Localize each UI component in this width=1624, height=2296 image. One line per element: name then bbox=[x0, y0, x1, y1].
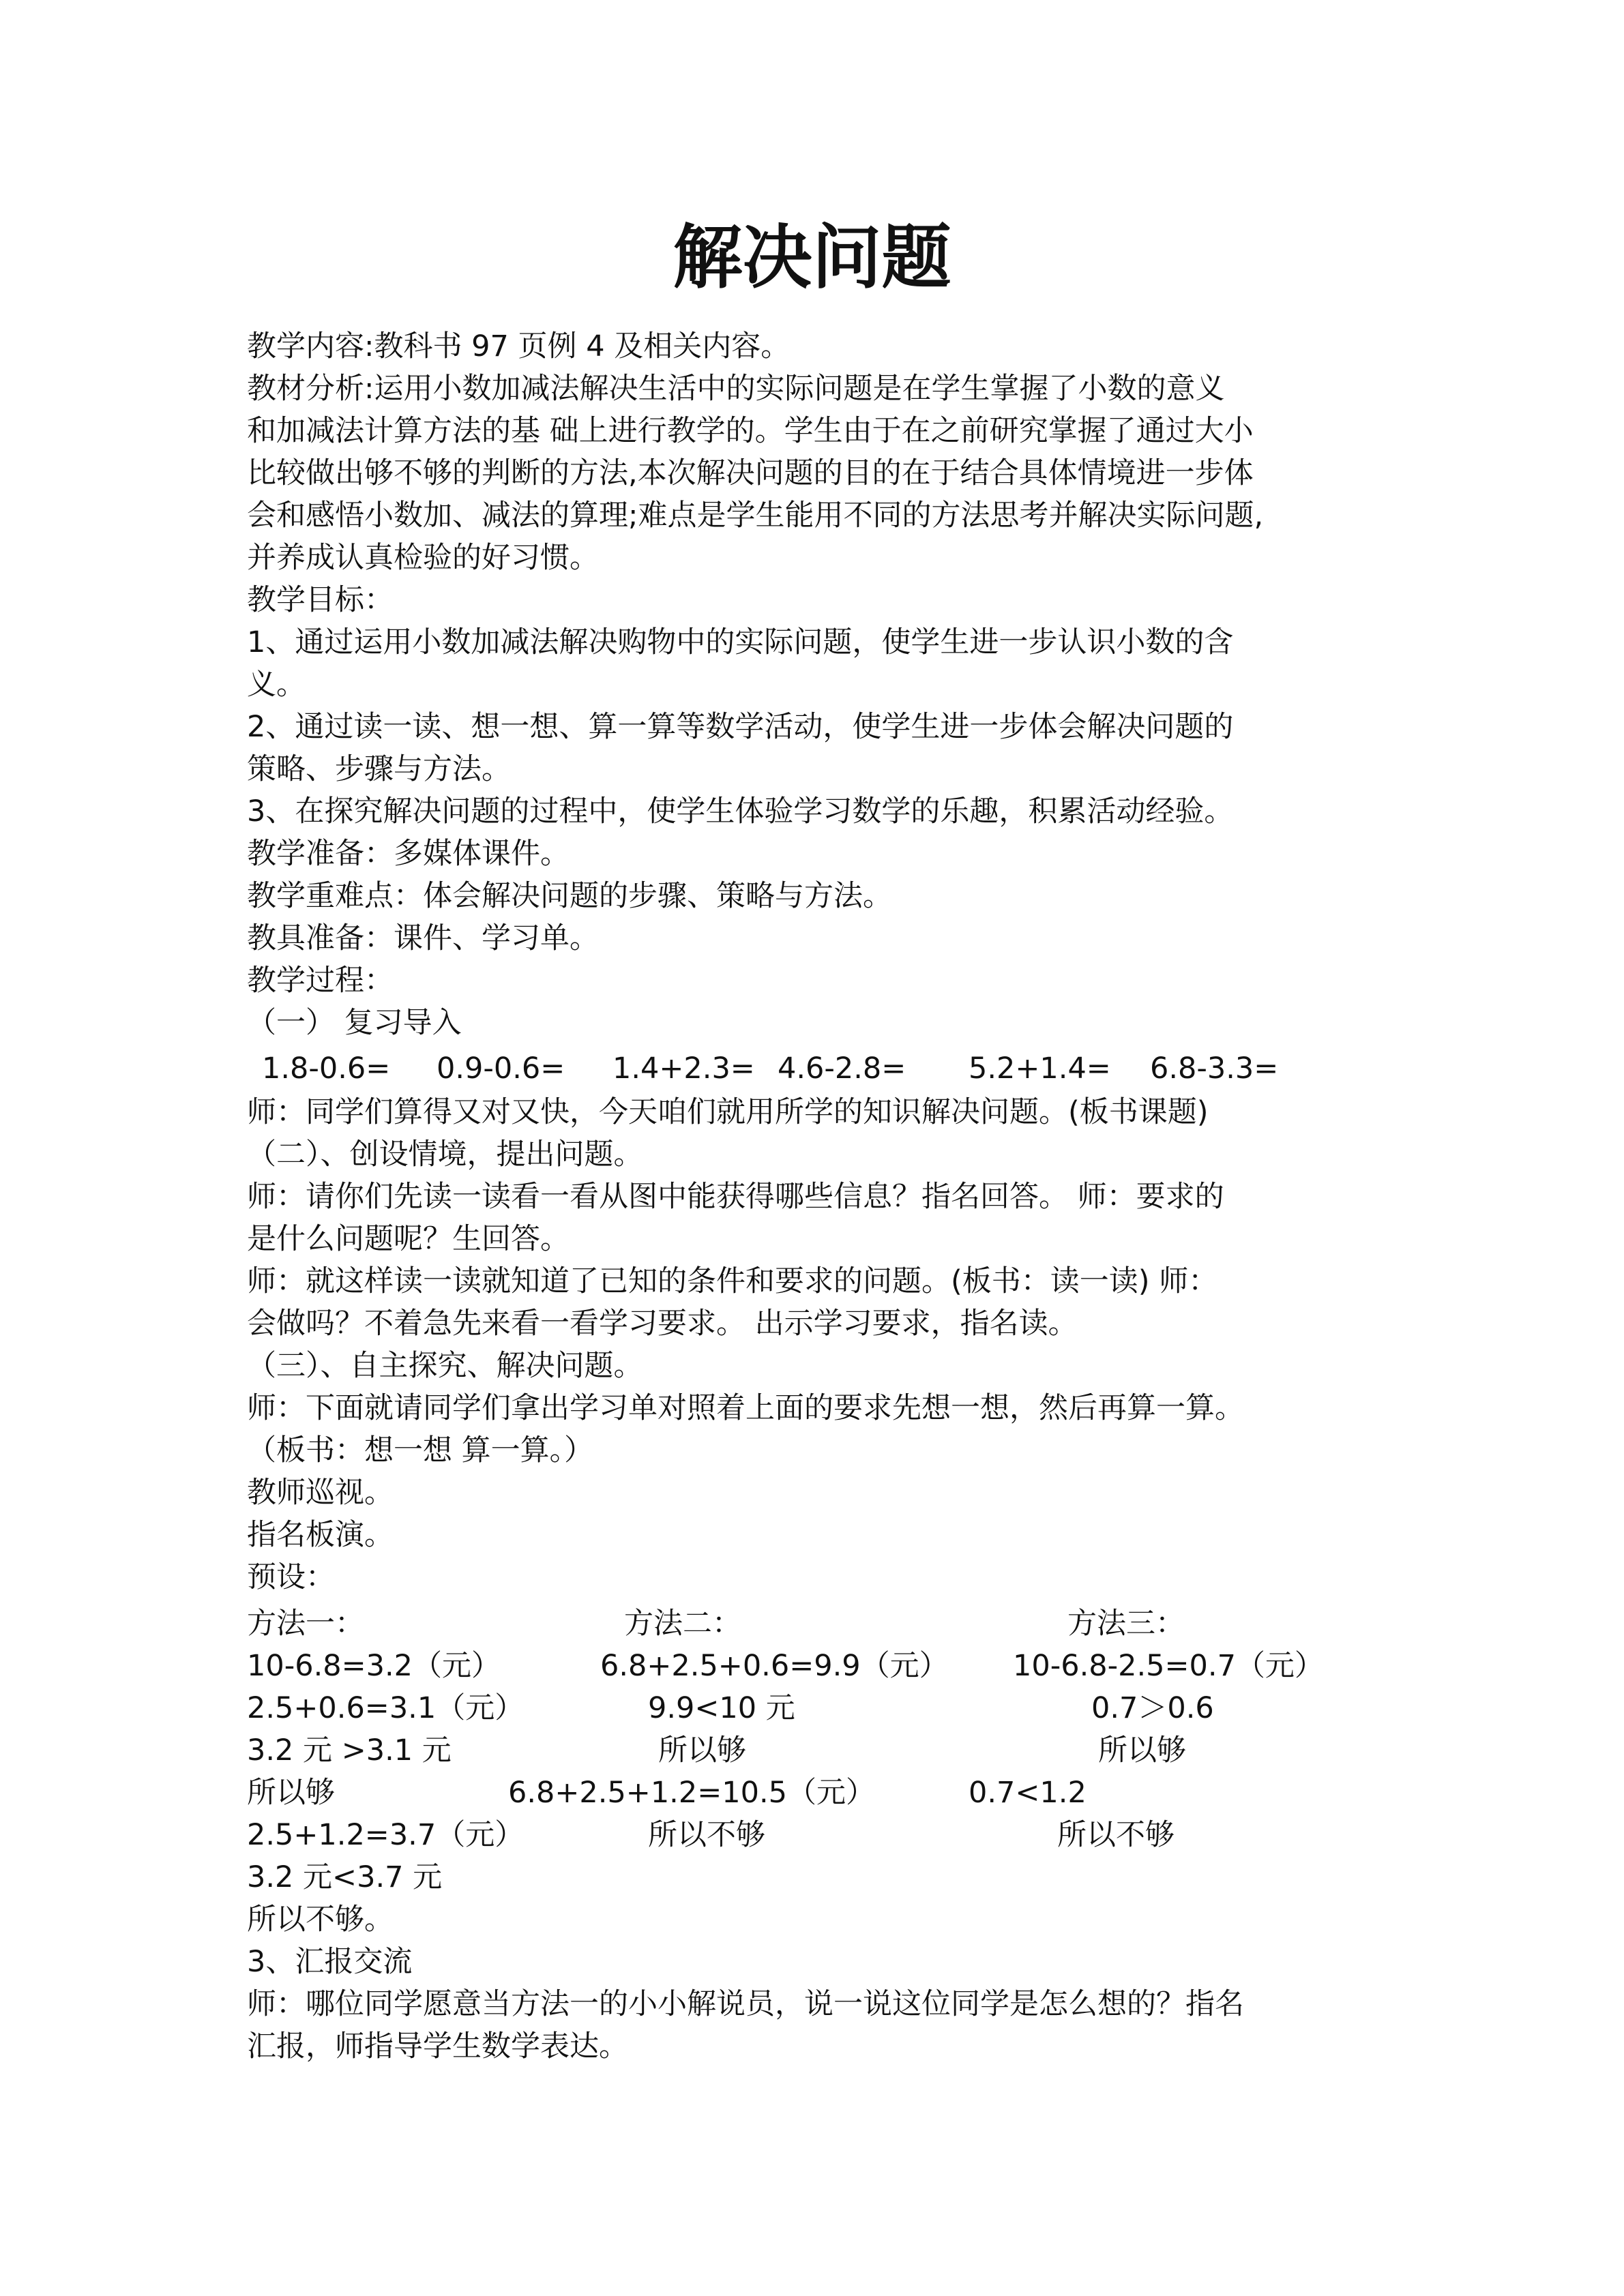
teacher-line: 会做吗？不着急先来看一看学习要求。 出示学习要求，指名读。 bbox=[247, 1307, 1078, 1341]
analysis-line: 会和感悟小数加、减法的算理;难点是学生能用不同的方法思考并解决实际问题, bbox=[247, 498, 1264, 533]
key-points-line: 教学重难点：体会解决问题的步骤、策略与方法。 bbox=[247, 879, 892, 913]
method-three-step: 0.7<1.2 bbox=[969, 1776, 1087, 1810]
section-heading: 3、汇报交流 bbox=[247, 1945, 413, 1979]
goal-line: 策略、步骤与方法。 bbox=[247, 752, 511, 786]
tools-line: 教具准备：课件、学习单。 bbox=[247, 921, 599, 955]
content-line: 教学内容:教科书 97 页例 4 及相关内容。 bbox=[247, 329, 791, 363]
teacher-line: 师：下面就请同学们拿出学习单对照着上面的要求先想一想，然后再算一算。 bbox=[247, 1391, 1244, 1425]
teacher-line: 师：请你们先读一读看一看从图中能获得哪些信息？指名回答。 师：要求的 bbox=[247, 1180, 1224, 1214]
method-two-step: 9.9<10 元 bbox=[648, 1691, 795, 1725]
teacher-line: 是什么问题呢？生回答。 bbox=[247, 1222, 570, 1256]
method-one-heading: 方法一： bbox=[247, 1607, 364, 1641]
analysis-line: 和加减法计算方法的基 础上进行教学的。学生由于在之前研究掌握了通过大小 bbox=[247, 414, 1254, 448]
exercise: 1.8-0.6= bbox=[262, 1052, 391, 1086]
section-heading: （一） 复习导入 bbox=[247, 1006, 462, 1040]
teacher-line: 师：就这样读一读就知道了已知的条件和要求的问题。(板书：读一读) 师： bbox=[247, 1264, 1218, 1298]
goal-line: 义。 bbox=[247, 668, 306, 702]
method-one-step: 2.5+0.6=3.1（元） bbox=[247, 1691, 525, 1725]
method-one-step: 2.5+1.2=3.7（元） bbox=[247, 1818, 525, 1852]
method-one-step: 所以够 bbox=[247, 1776, 335, 1810]
analysis-line: 比较做出够不够的判断的方法,本次解决问题的目的在于结合具体情境进一步体 bbox=[247, 456, 1254, 490]
method-one-step: 3.2 元<3.7 元 bbox=[247, 1860, 443, 1894]
goal-line: 2、通过读一读、想一想、算一算等数学活动，使学生进一步体会解决问题的 bbox=[247, 710, 1234, 744]
method-one-step: 10-6.8=3.2（元） bbox=[247, 1649, 501, 1683]
method-two-heading: 方法二： bbox=[624, 1607, 741, 1641]
analysis-line: 教材分析:运用小数加减法解决生活中的实际问题是在学生掌握了小数的意义 bbox=[247, 372, 1225, 406]
analysis-line: 并养成认真检验的好习惯。 bbox=[247, 541, 599, 575]
page-title: 解决问题 bbox=[673, 217, 951, 299]
teacher-line: （板书：想一想 算一算。） bbox=[247, 1433, 594, 1467]
exercise: 0.9-0.6= bbox=[437, 1052, 565, 1086]
teacher-line: 指名板演。 bbox=[247, 1518, 394, 1552]
method-three-step: 0.7＞0.6 bbox=[1091, 1691, 1214, 1725]
teacher-line: 教师巡视。 bbox=[247, 1476, 394, 1510]
method-three-heading: 方法三： bbox=[1067, 1607, 1185, 1641]
method-two-step: 6.8+2.5+1.2=10.5（元） bbox=[508, 1776, 875, 1810]
method-two-step: 6.8+2.5+0.6=9.9（元） bbox=[600, 1649, 949, 1683]
teacher-line: 预设： bbox=[247, 1560, 335, 1594]
method-three-step: 所以不够 bbox=[1057, 1818, 1175, 1852]
method-one-step: 3.2 元 >3.1 元 bbox=[247, 1733, 452, 1768]
exercise: 5.2+1.4= bbox=[969, 1052, 1111, 1086]
exercise: 4.6-2.8= bbox=[778, 1052, 906, 1086]
prep-line: 教学准备：多媒体课件。 bbox=[247, 837, 570, 871]
section-heading: （三）、自主探究、解决问题。 bbox=[247, 1349, 643, 1383]
goal-line: 1、通过运用小数加减法解决购物中的实际问题，使学生进一步认识小数的含 bbox=[247, 625, 1234, 659]
method-three-step: 10-6.8-2.5=0.7（元） bbox=[1013, 1649, 1324, 1683]
goals-heading: 教学目标： bbox=[247, 583, 394, 617]
method-one-step: 所以不够。 bbox=[247, 1903, 394, 1937]
exercise: 1.4+2.3= bbox=[612, 1052, 755, 1086]
teacher-line: 师：哪位同学愿意当方法一的小小解说员，说一说这位同学是怎么想的？指名 bbox=[247, 1987, 1244, 2021]
process-heading: 教学过程： bbox=[247, 964, 394, 998]
section-heading: （二）、创设情境，提出问题。 bbox=[247, 1137, 643, 1172]
method-two-step: 所以不够 bbox=[648, 1818, 765, 1852]
method-three-step: 所以够 bbox=[1098, 1733, 1186, 1768]
teacher-line: 师：同学们算得又对又快，今天咱们就用所学的知识解决问题。(板书课题) bbox=[247, 1095, 1209, 1129]
exercise: 6.8-3.3= bbox=[1150, 1052, 1279, 1086]
method-two-step: 所以够 bbox=[658, 1733, 746, 1768]
goal-line: 3、在探究解决问题的过程中，使学生体验学习数学的乐趣，积累活动经验。 bbox=[247, 794, 1234, 829]
teacher-line: 汇报，师指导学生数学表达。 bbox=[247, 2029, 628, 2063]
